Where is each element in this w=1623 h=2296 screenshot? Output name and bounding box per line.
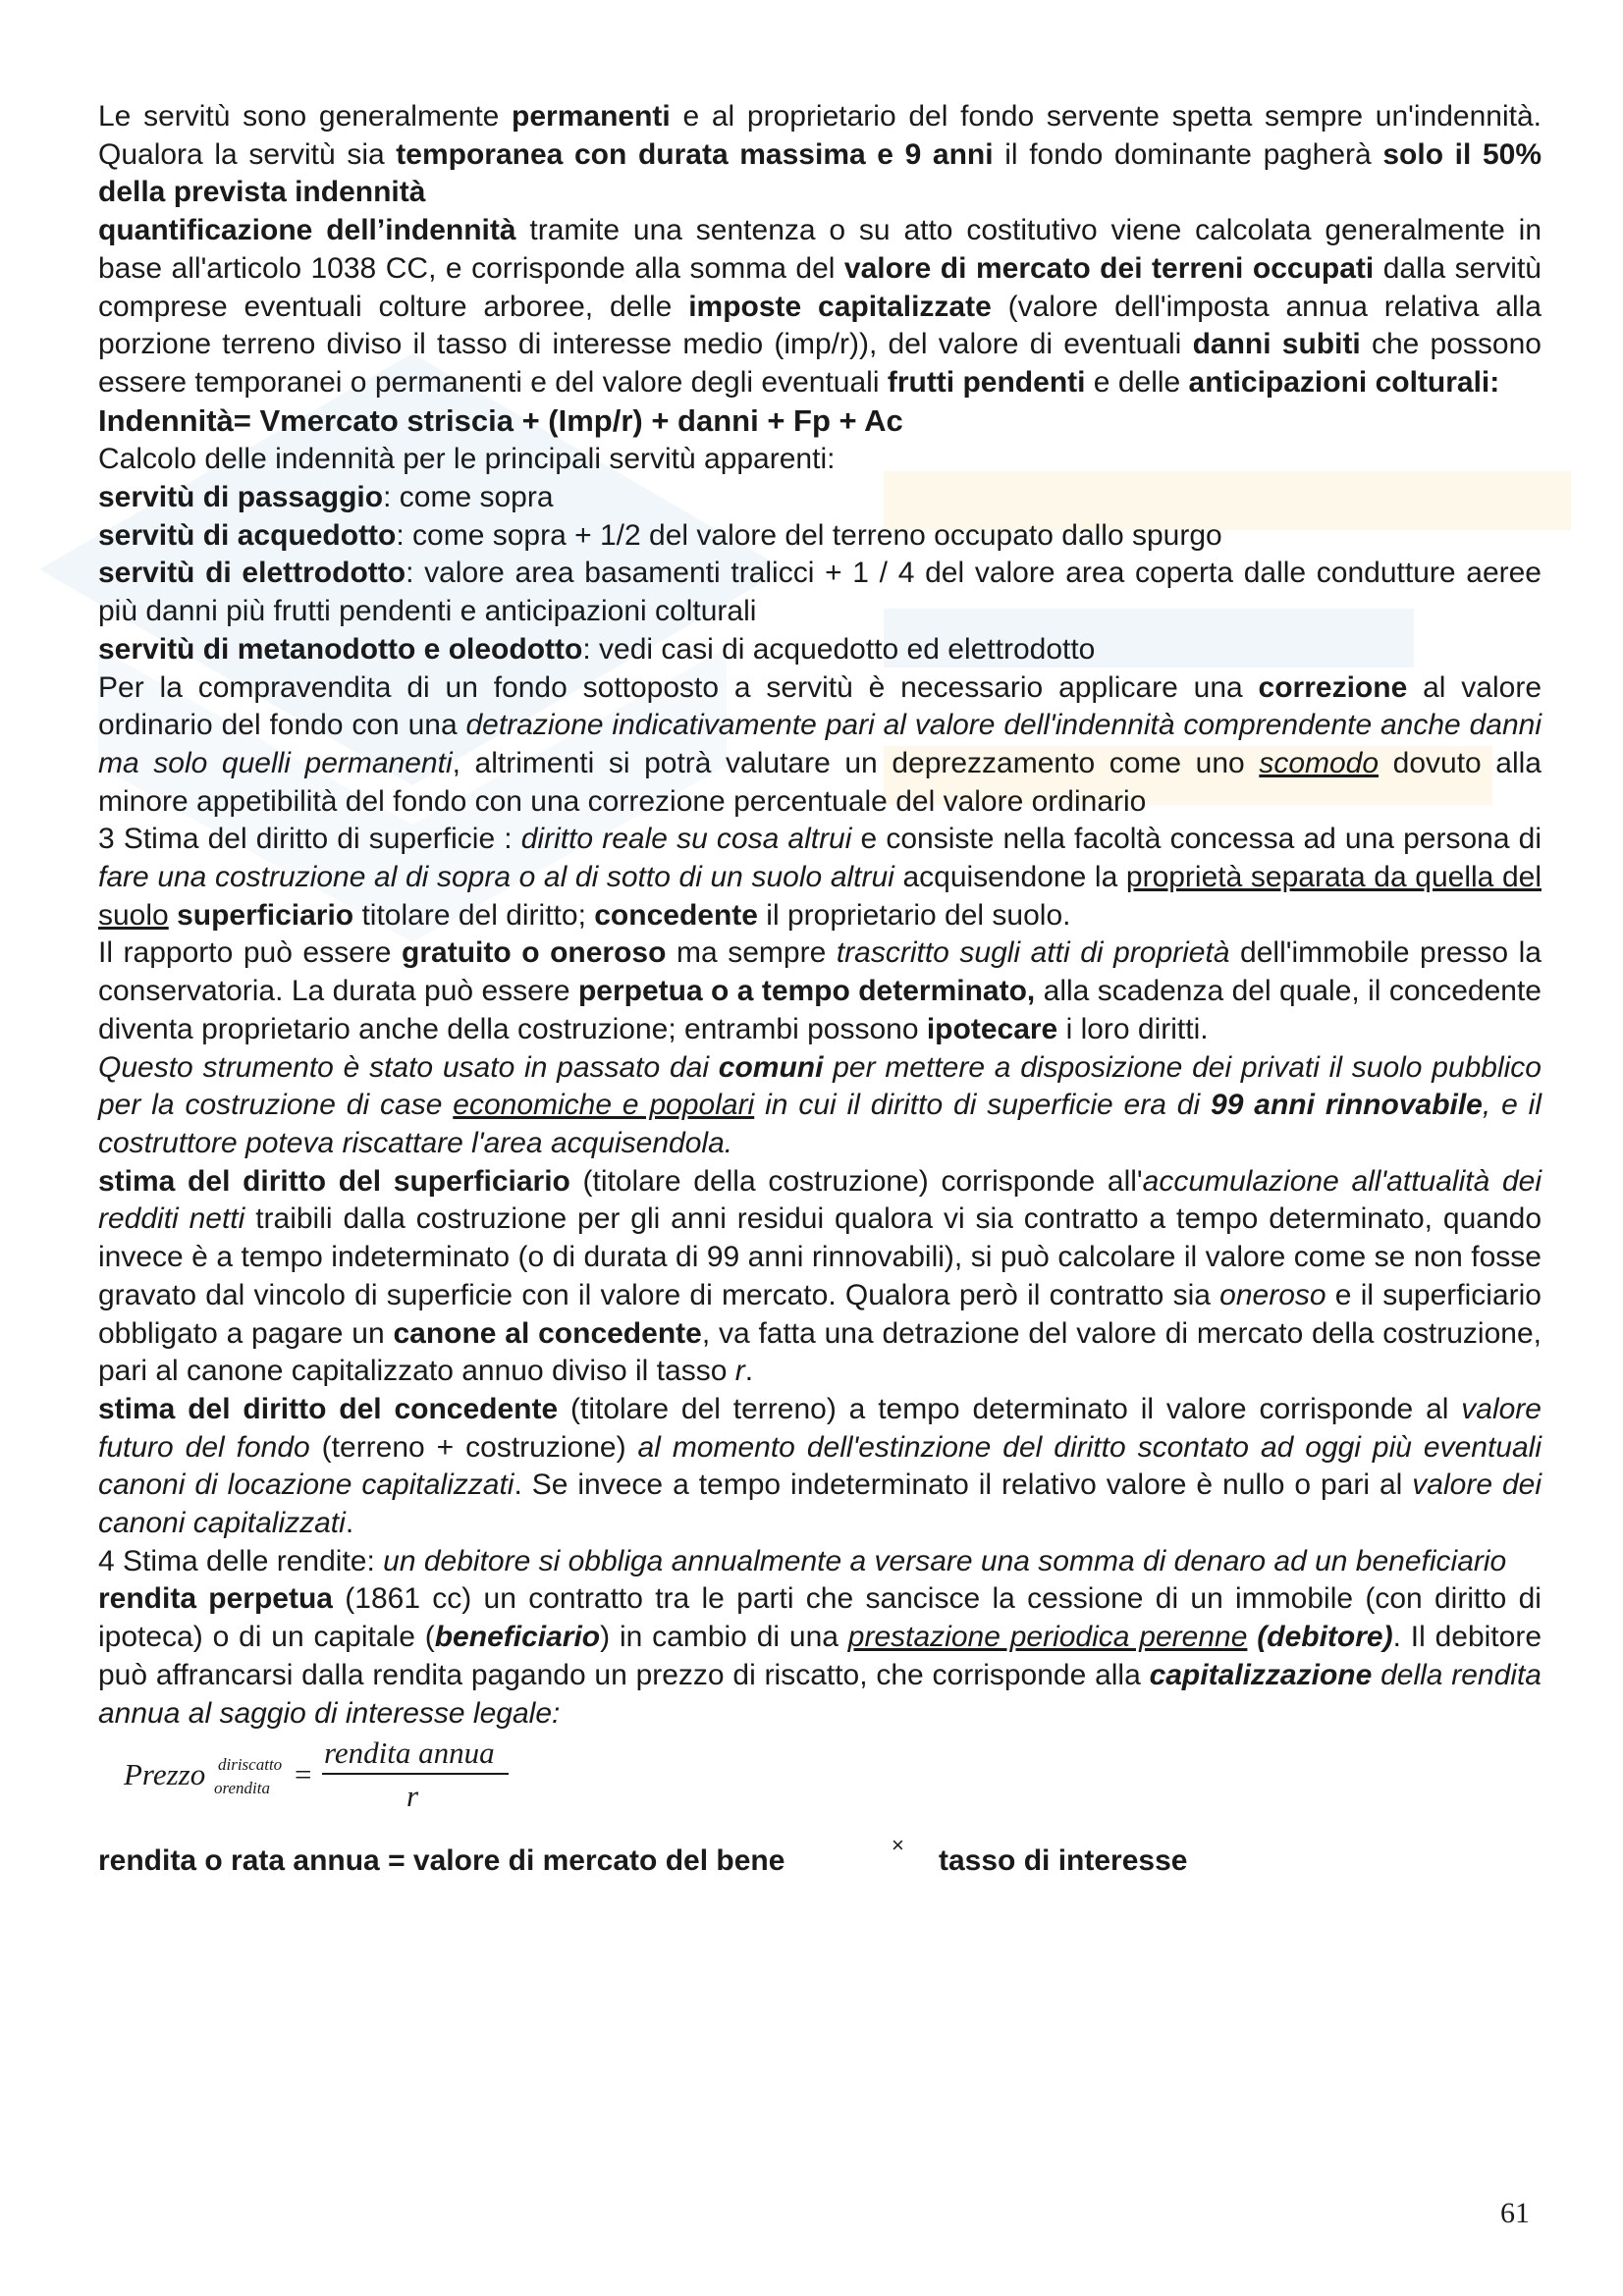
text-run: titolare del diritto; <box>353 898 595 932</box>
paragraph-stima-concedente <box>98 1391 1542 1543</box>
text-run: beneficiario <box>434 1621 601 1654</box>
text-run: traibili dalla costruzione per gli anni residui qualora vi sia contratto a tempo determinato, quando invece è a tempo indeterminato (o di durata di 99 anni rinnovabili), si può calcolare il valore come se non fosse gravato dal vincolo di superficie con il valore di mercato. Qualora però il contratto sia <box>98 1202 1542 1311</box>
paragraph-servitu-acquedotto <box>98 517 1542 556</box>
rata-annua-left: rendita o rata annua = valore di mercato del bene <box>98 1844 785 1878</box>
text-run: anticipazioni colturali: <box>1188 365 1500 399</box>
text-run: alla scadenza del quale, il concedente diventa proprietario anche della costruzione; entrambi possono <box>98 975 1542 1045</box>
text-run: , altrimenti si potrà valutare un deprezzamento come uno <box>452 746 1260 779</box>
text-run: (valore dell'imposta annua relativa alla porzione terreno diviso il tasso di interesse medio (imp/r)), del valore di eventuali <box>98 290 1542 361</box>
text-run: permanenti <box>512 100 671 133</box>
text-run: (debitore) <box>1257 1621 1393 1654</box>
rata-annua-right: tasso di interesse <box>939 1844 1188 1878</box>
text-run: il fondo dominante pagherà <box>993 137 1383 171</box>
formula-subscript: orendita <box>214 1779 270 1798</box>
text-run: tramite una sentenza o su atto costitutivo viene calcolata generalmente in base all'articolo 1038 CC, e corrisponde alla somma del <box>98 214 1542 285</box>
text-run: ipotecare <box>926 1012 1058 1045</box>
paragraph-rendita-perpetua <box>98 1580 1542 1733</box>
paragraph-stima-superficiario <box>98 1163 1542 1391</box>
formula-fraction-bar <box>322 1773 509 1775</box>
text-run: , e il costruttore poteva riscattare l'area acquisendola. <box>98 1089 1542 1159</box>
text-run: Le servitù sono generalmente <box>98 100 513 133</box>
text-run: fare una costruzione al di sopra o al di sotto di un suolo altrui <box>98 861 894 894</box>
text-run: e il superficiario obbligato a pagare un <box>98 1278 1542 1350</box>
paragraph-servitu-passaggio <box>98 479 1542 517</box>
text-run: e delle <box>1085 365 1189 399</box>
text-run: al momento dell'estinzione del diritto scontato ad oggi più eventuali canoni di locazione capitalizzati <box>98 1430 1542 1502</box>
text-run: ma sempre <box>666 936 837 970</box>
text-run: i loro diritti. <box>1057 1012 1209 1045</box>
text-run: trascritto sugli atti di proprietà <box>836 936 1230 970</box>
text-run: rendita perpetua <box>98 1582 333 1616</box>
paragraph-quantificazione-indennita <box>98 212 1542 402</box>
text-run: solo il 50% della prevista indennità <box>98 137 1542 209</box>
paragraph-compravendita <box>98 669 1542 822</box>
text-run: quantificazione dell’indennità <box>98 214 516 247</box>
text-run: prestazione periodica perenne <box>847 1621 1248 1654</box>
text-run: valore di mercato dei terreni occupati <box>843 251 1375 285</box>
text-run: per mettere a disposizione dei privati il suolo pubblico per la costruzione di case <box>98 1050 1542 1122</box>
paragraph-rapporto <box>98 934 1542 1048</box>
text-run: servitù di elettrodotto <box>98 557 406 590</box>
text-run: (1861 cc) un contratto tra le parti che sancisce la cessione di un immobile (con diritto di ipoteca) o di un capitale ( <box>98 1582 1542 1654</box>
text-run: . Se invece a tempo indeterminato il relativo valore è nullo o pari al <box>514 1468 1413 1502</box>
text-run: oneroso <box>1219 1278 1326 1311</box>
text-run: : valore area basamenti tralicci + 1 / 4 del valore area coperta dalle condutture aeree più danni più frutti pendenti e anticipazioni colturali <box>98 557 1542 628</box>
formula-rata-annua <box>98 1827 1542 1886</box>
paragraph-diritto-superficie <box>98 821 1542 934</box>
text-run: (titolare del terreno) a tempo determinato il valore corrisponde al <box>558 1392 1462 1425</box>
text-run: temporanea con durata massima e 9 anni <box>396 137 994 171</box>
text-run: imposte capitalizzate <box>688 290 992 323</box>
text-run: r <box>734 1355 745 1388</box>
text-run: servitù di acquedotto <box>98 518 397 552</box>
text-run: . <box>744 1355 754 1388</box>
text-run: . Il debitore può affrancarsi dalla rendita pagando un prezzo di riscatto, che corrisponde alla <box>98 1621 1542 1691</box>
page-number: 61 <box>1500 2197 1530 2229</box>
text-run: (titolare della costruzione) corrisponde all' <box>569 1164 1143 1198</box>
text-run: il proprietario del suolo. <box>757 898 1071 932</box>
text-run: e al proprietario del fondo servente spetta sempre un'indennità. Qualora la servitù sia <box>98 100 1542 171</box>
text-run: Per la compravendita di un fondo sottoposto a servitù è necessario applicare una <box>98 670 1259 704</box>
text-run: che possono essere temporanei o permanenti e del valore degli eventuali <box>98 328 1542 399</box>
text-run: ) in cambio di una <box>600 1621 848 1654</box>
text-run: dalla servitù comprese eventuali colture arboree, delle <box>98 251 1542 323</box>
formula-numerator: rendita annua <box>324 1735 495 1771</box>
text-run: 3 Stima del diritto di superficie : <box>98 823 521 856</box>
text-run: comuni <box>718 1050 824 1084</box>
text-run: dell'immobile presso la conservatoria. La durata può essere <box>98 936 1542 1008</box>
text-run: valore dei canoni capitalizzati <box>98 1468 1542 1540</box>
text-run: scomodo <box>1259 746 1380 779</box>
text-run: 4 Stima delle rendite: <box>98 1544 384 1577</box>
formula-prezzo-riscatto <box>98 1736 1542 1813</box>
text-run: Indennità= Vmercato striscia + (Imp/r) + danni + Fp + Ac <box>98 402 903 438</box>
text-run: : come sopra <box>383 481 554 514</box>
text-run: gratuito o oneroso <box>402 936 667 970</box>
text-run: dovuto alla minore appetibilità del fondo con una correzione percentuale del valore ordinario <box>98 746 1542 818</box>
text-run: 99 anni rinnovabile <box>1211 1089 1483 1122</box>
text-run: della rendita annua al saggio di interesse legale: <box>98 1658 1542 1730</box>
document-body <box>98 98 1542 1886</box>
paragraph-calcolo-indennita <box>98 441 1542 479</box>
text-run: Questo strumento è stato usato in passato dai <box>98 1050 719 1084</box>
formula-denominator: r <box>406 1779 419 1814</box>
text-run: frutti pendenti <box>887 365 1086 399</box>
text-run: correzione <box>1258 670 1408 704</box>
paragraph-servitu-metanodotto <box>98 631 1542 669</box>
text-run: al valore ordinario del fondo con una <box>98 670 1542 742</box>
paragraph-servitu-elettrodotto <box>98 555 1542 630</box>
text-run: : come sopra + 1/2 del valore del terreno occupato dallo spurgo <box>396 518 1222 552</box>
text-run: Il rapporto può essere <box>98 936 403 970</box>
text-run: diritto reale su cosa altrui <box>520 823 852 856</box>
text-run: in cui il diritto di superficie era di <box>754 1089 1212 1122</box>
text-run: Calcolo delle indennità per le principali servitù apparenti: <box>98 443 836 476</box>
paragraph-servitu-intro <box>98 98 1542 212</box>
text-run: , va fatta una detrazione del valore di mercato della costruzione, pari al canone capitalizzato annuo diviso il tasso <box>98 1316 1542 1388</box>
text-run: economiche e popolari <box>453 1089 755 1122</box>
text-run <box>1247 1621 1257 1653</box>
text-run: stima del diritto del concedente <box>98 1392 559 1425</box>
times-operator: × <box>892 1833 904 1858</box>
formula-superscript: diriscatto <box>218 1755 283 1775</box>
text-run: superficiario <box>177 898 354 932</box>
text-run: un debitore si obbliga annualmente a versare una somma di denaro ad un beneficiario <box>383 1544 1507 1577</box>
text-run <box>169 899 177 932</box>
text-run: servitù di metanodotto e oleodotto <box>98 632 583 666</box>
text-run: stima del diritto del superficiario <box>98 1164 570 1198</box>
text-run: : vedi casi di acquedotto ed elettrodotto <box>582 632 1096 666</box>
text-run: capitalizzazione <box>1149 1658 1373 1691</box>
text-run: valore futuro del fondo <box>98 1392 1542 1464</box>
formula-indennita <box>98 402 1542 442</box>
text-run: proprietà separata da quella del suolo <box>98 861 1542 932</box>
paragraph-comuni <box>98 1049 1542 1163</box>
text-run: (terreno + costruzione) <box>309 1430 638 1464</box>
text-run: . <box>345 1507 354 1540</box>
text-run: e consiste nella facoltà concessa ad una persona di <box>851 823 1542 856</box>
formula-equals: = <box>295 1757 312 1792</box>
text-run: acquisendone la <box>893 861 1126 894</box>
formula-lhs: Prezzo <box>124 1757 206 1792</box>
text-run: detrazione indicativamente pari al valore dell'indennità comprendente anche danni ma solo quelli permanenti <box>98 709 1542 779</box>
text-run: accumulazione all'attualità dei redditi netti <box>98 1164 1542 1236</box>
text-run: concedente <box>594 898 758 932</box>
text-run: danni subiti <box>1192 328 1361 361</box>
text-run: perpetua o a tempo determinato, <box>577 975 1036 1008</box>
text-run: canone al concedente <box>393 1316 702 1350</box>
paragraph-stima-rendite <box>98 1543 1542 1581</box>
text-run: servitù di passaggio <box>98 481 384 514</box>
